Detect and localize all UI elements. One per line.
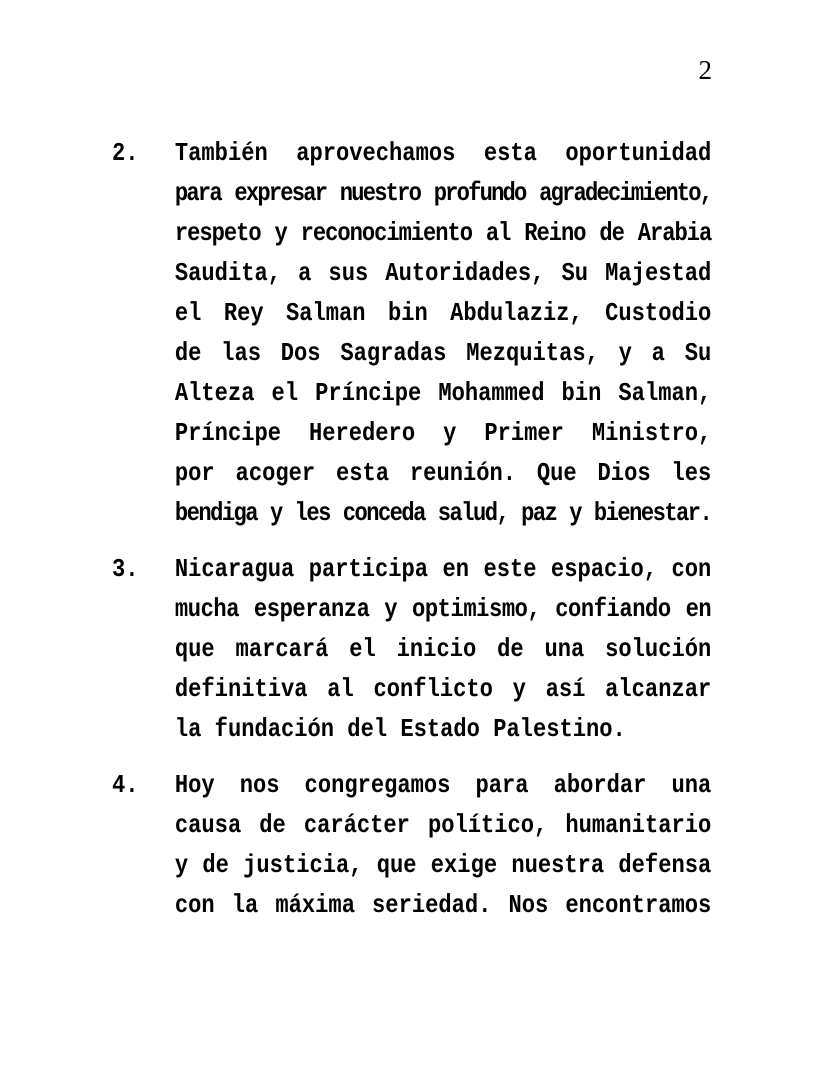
paragraph-text <box>175 133 711 533</box>
numbered-paragraph <box>112 765 711 925</box>
text-line: bendiga y les conceda salud, paz y bienestar. <box>174 498 712 528</box>
numbered-paragraph <box>112 133 711 533</box>
text-line: causa de carácter político, humanitario <box>174 810 712 840</box>
paragraph-number: 3. <box>112 554 139 584</box>
text-line: que marcará el inicio de una solución <box>174 634 712 664</box>
paragraph-text <box>175 765 711 925</box>
text-line: Hoy nos congregamos para abordar una <box>174 770 712 800</box>
text-line: por acoger esta reunión. Que Dios les <box>174 458 712 488</box>
page-number: 2 <box>698 55 712 85</box>
text-line: Saudita, a sus Autoridades, Su Majestad <box>174 258 712 288</box>
paragraph-text <box>175 549 711 749</box>
document-body <box>112 133 711 941</box>
text-line: para expresar nuestro profundo agradecimiento, <box>174 178 712 208</box>
text-line: respeto y reconocimiento al Reino de Arabia <box>174 218 712 248</box>
text-line: de las Dos Sagradas Mezquitas, y a Su <box>174 338 712 368</box>
paragraph-number: 4. <box>112 770 139 800</box>
text-line: la fundación del Estado Palestino. <box>174 714 626 744</box>
paragraph-number: 2. <box>112 138 139 168</box>
text-line: Alteza el Príncipe Mohammed bin Salman, <box>174 378 712 408</box>
text-line: con la máxima seriedad. Nos encontramos <box>174 890 712 920</box>
numbered-paragraph <box>112 549 711 749</box>
text-line: Príncipe Heredero y Primer Ministro, <box>174 418 712 448</box>
text-line: También aprovechamos esta oportunidad <box>174 138 712 168</box>
text-line: Nicaragua participa en este espacio, con <box>174 554 712 584</box>
text-line: y de justicia, que exige nuestra defensa <box>174 850 712 880</box>
text-line: mucha esperanza y optimismo, confiando en <box>174 594 712 624</box>
text-line: definitiva al conflicto y así alcanzar <box>174 674 712 704</box>
text-line: el Rey Salman bin Abdulaziz, Custodio <box>174 298 712 328</box>
